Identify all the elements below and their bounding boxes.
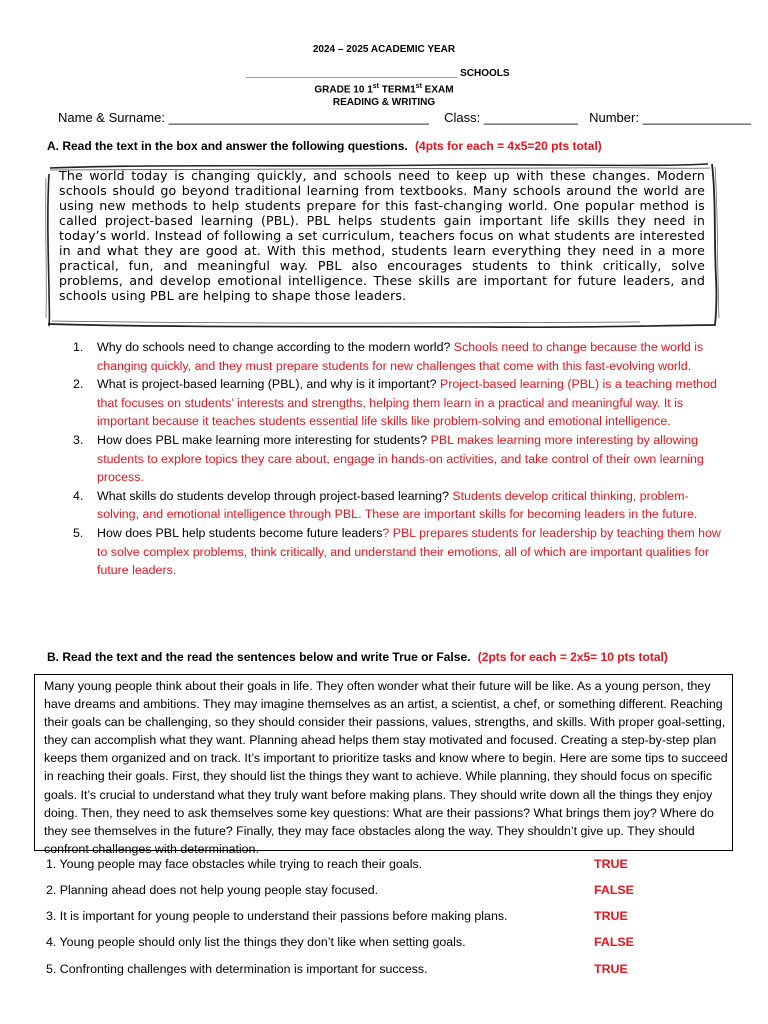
section-b-passage: Many young people think about their goals in life. They often wonder what their future will be like. As a young person, they have dreams and ambitions. They may imagine themselves as an artist, a scientist, a chef, or something different. Reaching their goals can be challenging, so they should consider their passions, values, strengths, and skills. With proper goal-setting, they can accomplish what they want. Planning ahead helps them stay motivated and focused. Creating a step-by-step plan keeps them organized and on track. It’s important to prioritize tasks and know where to begin. Here are some tips to succeed in reaching their goals. First, they should list the things they want to achieve. While planning, they should focus on specific goals. It’s crucial to understand what they truly want before making plans. They should write down all the things they enjoy doing. Then, they need to ask themselves some key questions: What are their passions? What brings them joy? Where do they see themselves in the future? Finally, they may face obstacles along the way. They shouldn’t give up. They should confront challenges with determination. — [44, 679, 728, 856]
section-b-heading: B. Read the text and the read the sentences below and write True or False. (2pts for each = 2x5= 10 pts total) — [47, 650, 668, 664]
section-a-passage: The world today is changing quickly, and schools need to keep up with these changes. Modern schools should go beyond traditional learning from textbooks. Many schools around the world are using new methods to help students prepare for this fast-changing world. One popular method is called project-based learning (PBL). PBL helps students gain important life skills they need in today’s world. Instead of following a set curriculum, teachers focus on what students are interested in and what they are good at. With this method, students learn everything they need in a more practical, fun, and meaningful way. PBL also encourages students to think critically, solve problems, and develop emotional intelligence. These skills are important for future leaders, and schools using PBL are helping to shape those leaders. — [59, 168, 705, 303]
name-field[interactable]: ____________________________________ — [168, 110, 429, 125]
question-item-2 — [73, 375, 723, 431]
answer-text: Project-based learning (PBL) is a teaching method that focuses on students’ interests and strengths, helping them learn in a practical and meaningful way. It is important because it teaches students essential life skills like problem-solving and emotional intelligence. — [97, 377, 717, 429]
question-item-1 — [73, 338, 723, 375]
tf-answer: TRUE — [594, 857, 628, 871]
number-label: Number: — [589, 110, 639, 125]
question-text: What skills do students develop through project-based learning? — [97, 488, 449, 503]
question-item-5 — [73, 524, 723, 580]
tf-sentence: 3. It is important for young people to understand their passions before making plans. — [46, 909, 508, 923]
section-a-heading: A. Read the text in the box and answer the following questions. (4pts for each = 4x5=20 pts total) — [47, 139, 602, 153]
question-text: What is project-based learning (PBL), and why is it important? — [97, 377, 437, 392]
tf-answer: FALSE — [594, 883, 634, 897]
answer-text: PBL makes learning more interesting by allowing students to explore topics they care about, engage in hands-on activities, and take control of their own learning process. — [97, 432, 704, 485]
tf-answer: TRUE — [594, 909, 628, 923]
section-b-points: (2pts for each = 2x5= 10 pts total) — [477, 650, 668, 664]
question-item-3 — [73, 431, 723, 487]
question-text: How does PBL help students become future leaders — [97, 525, 383, 540]
tf-sentence: 2. Planning ahead does not help young people stay focused. — [46, 883, 379, 897]
question-number: 4. — [73, 488, 84, 503]
class-field[interactable]: _____________ — [483, 110, 578, 125]
answer-text: ? PBL prepares students for leadership by teaching them how to solve complex problems, think critically, and understand their emotions, all of which are important qualities for future leaders. — [97, 525, 721, 578]
section-a-points: (4pts for each = 4x5=20 pts total) — [415, 139, 602, 153]
question-text: Why do schools need to change according to the modern world? — [97, 340, 451, 354]
schools-blank: ______________________________________ — [246, 68, 458, 79]
name-label: Name & Surname: — [58, 110, 165, 125]
section-a-questions — [73, 338, 723, 580]
question-number: 1. — [73, 340, 84, 354]
tf-statement-4 — [46, 935, 686, 953]
schools-line — [246, 68, 510, 79]
tf-statement-5 — [46, 962, 686, 980]
academic-year: 2024 – 2025 ACADEMIC YEAR — [312, 44, 456, 55]
tf-statement-3 — [46, 909, 686, 927]
tf-sentence: 5. Confronting challenges with determination is important for success. — [46, 962, 428, 976]
question-number: 5. — [73, 525, 84, 540]
subject-title: READING & WRITING — [332, 97, 436, 108]
class-label: Class: — [444, 110, 481, 125]
question-text: How does PBL make learning more interesting for students? — [97, 432, 428, 447]
tf-answer: TRUE — [594, 962, 628, 976]
tf-sentence: 4. Young people should only list the things they don’t like when setting goals. — [46, 935, 466, 949]
tf-statement-2 — [46, 883, 686, 901]
question-item-4 — [73, 487, 723, 524]
question-number: 2. — [73, 377, 84, 392]
student-info-row — [58, 110, 751, 125]
grade-term-title: GRADE 10 1st TERM1st EXAM — [314, 83, 454, 96]
schools-label: SCHOOLS — [460, 68, 510, 79]
tf-statement-1 — [46, 857, 686, 875]
number-field[interactable]: _______________ — [642, 110, 752, 125]
answer-text: Students develop critical thinking, problem-solving, and emotional intelligence through PBL. These are important skills for becoming leaders in the future. — [97, 488, 698, 522]
question-number: 3. — [73, 432, 84, 447]
answer-text: Schools need to change because the world is changing quickly, and they must prepare students for new challenges that come with this fast-evolving world. — [97, 340, 704, 373]
tf-sentence: 1. Young people may face obstacles while trying to reach their goals. — [46, 857, 423, 871]
tf-answer: FALSE — [594, 935, 634, 949]
